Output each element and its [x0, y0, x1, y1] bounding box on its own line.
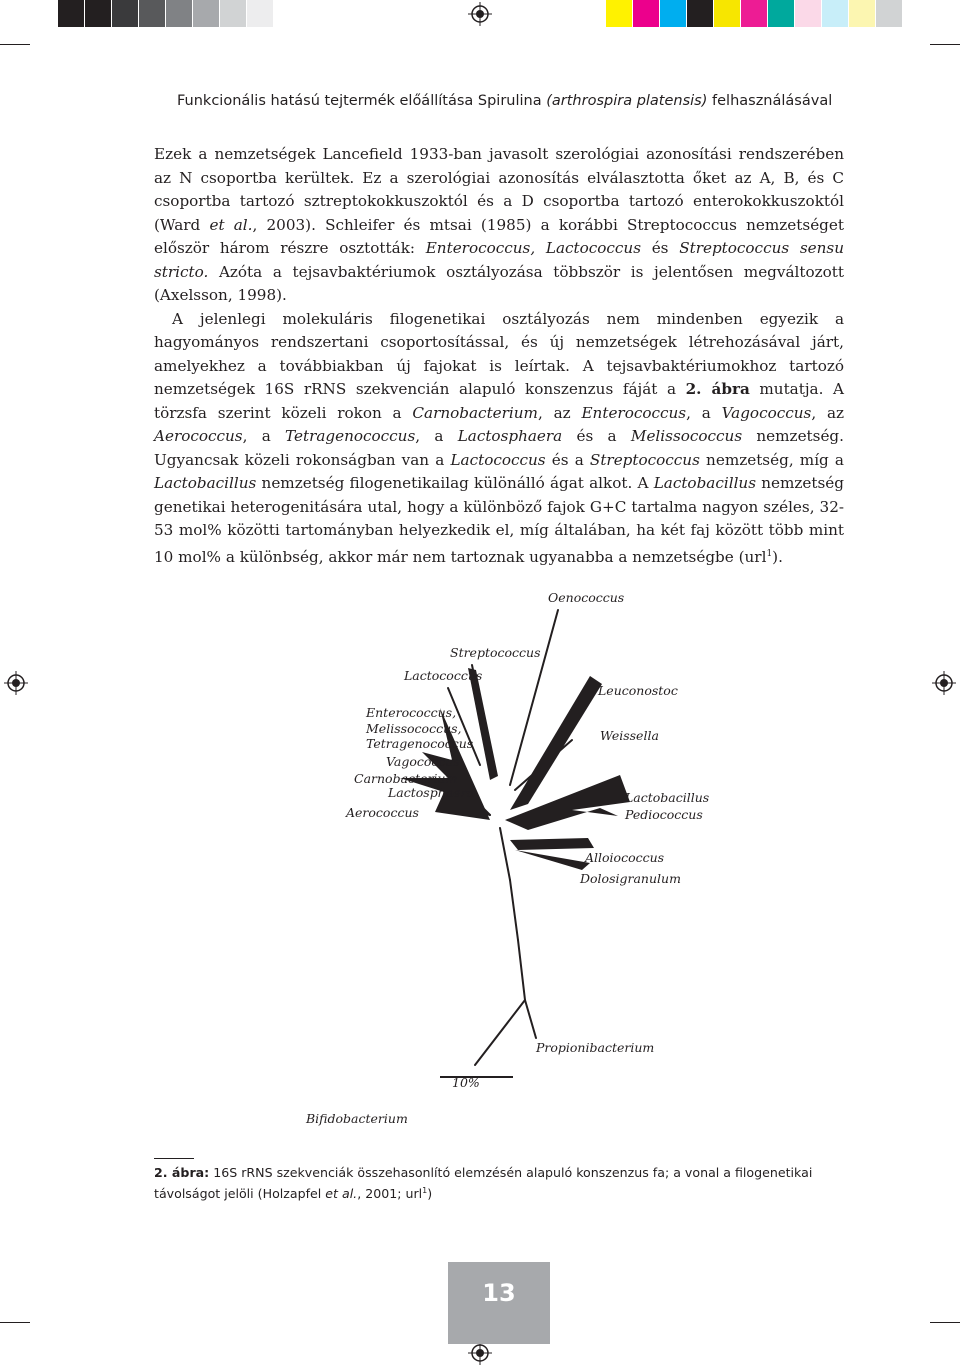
italic-run: Lactobacillus — [653, 474, 757, 492]
label-carnobacterium: Carnobacterium — [354, 771, 458, 786]
header-title-suffix: felhasználásával — [712, 93, 833, 109]
label-enterococcus: Enterococcus, — [366, 705, 457, 720]
text-run: és a — [562, 427, 631, 445]
text-run: nemzetség filogenetikailag különálló ágat alkot. A — [256, 474, 654, 492]
label-lactococcus: Lactococcus — [404, 668, 483, 683]
label-propionibacterium: Propionibacterium — [536, 1040, 655, 1055]
text-run: Ezek a nemzetségek Lancefield 1933-ban javasolt szerológiai azonosítási rendszerében az N csoportba kerültek. Ez a szerológiai azonosítás elválasztotta őket az A, B, és C csoportba tartozó sztreptokokkuszoktól és a D csoportba tartozó enterokokkuszoktól (Ward — [154, 145, 844, 234]
text-run: , az — [811, 403, 844, 422]
grayscale-color-bar — [58, 0, 295, 27]
label-aerococcus: Aerococcus — [346, 805, 419, 820]
label-leuconostoc: Leuconostoc — [598, 683, 678, 698]
text-run: nemzetség genetikai heterogenitására utal, hogy a különböző fajok G+C tartalma nagyon széles, 32-53 mol% közötti tartományban helyezkedik el, míg általában, ha két faj között több mint 10 mol% a különbség, akkor már nem tartoznak ugyanabba a nemzetségbe (url — [154, 474, 844, 566]
scale-label: 10% — [452, 1075, 480, 1090]
label-oenococcus: Oenococcus — [548, 590, 625, 605]
caption-superscript: 1 — [422, 1186, 428, 1195]
superscript: 1 — [766, 548, 773, 559]
text-run: , a — [415, 427, 458, 445]
tree-branch — [510, 880, 518, 940]
italic-run: Enterococcus — [581, 403, 687, 422]
label-vagococcus: Vagococcus — [386, 754, 460, 769]
registration-mark-icon — [468, 2, 492, 26]
registration-mark-icon — [4, 671, 28, 695]
registration-mark-icon — [932, 671, 956, 695]
branch-bifidobacterium — [475, 1000, 525, 1065]
label-pediococcus: Pediococcus — [625, 807, 703, 822]
italic-run: Aerococcus — [154, 427, 243, 445]
caption-text: ) — [427, 1186, 433, 1202]
body-text — [154, 143, 844, 569]
italic-run: Streptococcus — [589, 450, 700, 469]
text-run: , a — [242, 427, 286, 445]
label-melissococcus: Melissococcus, — [366, 721, 462, 736]
text-run: , a — [686, 403, 722, 422]
label-streptococcus: Streptococcus — [450, 645, 541, 660]
registration-mark-icon — [468, 1341, 492, 1365]
tree-branch — [518, 940, 525, 1000]
italic-run: Lactococcus — [450, 450, 546, 469]
text-run: és — [640, 239, 680, 257]
caption-label: 2. ábra: — [154, 1165, 210, 1180]
caption-rule — [154, 1158, 194, 1159]
crop-mark — [930, 44, 960, 45]
label-lactosphaera: Lactosphaera — [388, 785, 475, 800]
caption-text: 16S rRNS szekvenciák összehasonlító elemzésén alapuló konszenzus fa; a vonal a filogenetikai távolságot jelöli (Holzapfel — [154, 1165, 813, 1202]
label-lactobacillus: Lactobacillus — [625, 790, 710, 805]
label-dolosigranulum: Dolosigranulum — [580, 871, 681, 886]
caption-text: , 2001; url — [357, 1186, 423, 1202]
italic-run: Vagococcus — [721, 403, 812, 422]
branch-propionibacterium — [525, 1000, 536, 1038]
italic-run: Lactobacillus — [154, 474, 257, 492]
label-bifidobacterium: Bifidobacterium — [306, 1111, 408, 1126]
text-run: és a — [545, 450, 590, 469]
clade-dolosigranulum — [515, 850, 590, 870]
crop-mark — [930, 1322, 960, 1323]
italic-run: Carnobacterium — [412, 403, 538, 422]
crop-mark — [0, 1322, 30, 1323]
tree-trunk — [500, 828, 510, 880]
figure-reference: 2. ábra — [685, 380, 750, 398]
page-number: 13 — [448, 1262, 550, 1344]
italic-run: Melissococcus — [630, 427, 743, 445]
label-alloiococcus: Alloiococcus — [585, 850, 665, 865]
clade-alloiococcus — [510, 838, 594, 850]
label-tetragenococcus: Tetragenococcus — [366, 736, 474, 751]
text-run: ). — [772, 547, 783, 566]
text-run: A jelenlegi molekuláris filogenetikai osztályozás nem mindenben egyezik a hagyományos rendszertani csoportosítással, és új nemzetségek létrehozásával járt, amelyekhez a továbbiakban új fajokat is leírtak. A tejsavbaktériumokhoz tartozó nemzetségek 16S rRNS szekvencián alapuló konszenzus fáját a — [154, 309, 844, 398]
header-title-prefix: Funkcionális hatású tejtermék előállítása Spirulina — [177, 93, 542, 109]
text-run: , 2003). Schleifer és mtsai (1985) a korábbi Streptococcus nemzetséget először három részre osztották: — [154, 215, 844, 257]
figure-caption — [154, 1164, 844, 1203]
text-run: , az — [537, 403, 582, 422]
text-run: Azóta a tejsavbaktériumok osztályozása többször is jelentősen megváltozott (Axelsson, 1998). — [154, 262, 844, 304]
italic-run: Enterococcus, Lactococcus — [425, 239, 641, 257]
label-weissella: Weissella — [600, 728, 659, 743]
text-run: mutatja. A törzsfa szerint közeli rokon a — [154, 380, 844, 422]
clade-streptococcus — [468, 668, 498, 780]
process-color-bar — [606, 0, 903, 27]
italic-run: Streptococcus sensu stricto. — [154, 239, 844, 281]
italic-run: Tetragenococcus — [285, 427, 416, 445]
caption-italic: et al. — [325, 1186, 358, 1202]
phylogenetic-tree-figure — [300, 580, 760, 1140]
text-run: nemzetség, míg a — [699, 450, 844, 469]
text-run: nemzetség. Ugyancsak közeli rokonságban van a — [154, 427, 844, 469]
paragraph-2 — [154, 308, 844, 570]
paragraph-1 — [154, 143, 844, 308]
crop-mark — [0, 44, 30, 45]
header-title-italic: (arthrospira platensis) — [546, 93, 708, 109]
italic-run: Lactosphaera — [457, 427, 563, 445]
italic-run: et al. — [209, 215, 253, 234]
running-header — [177, 93, 877, 109]
